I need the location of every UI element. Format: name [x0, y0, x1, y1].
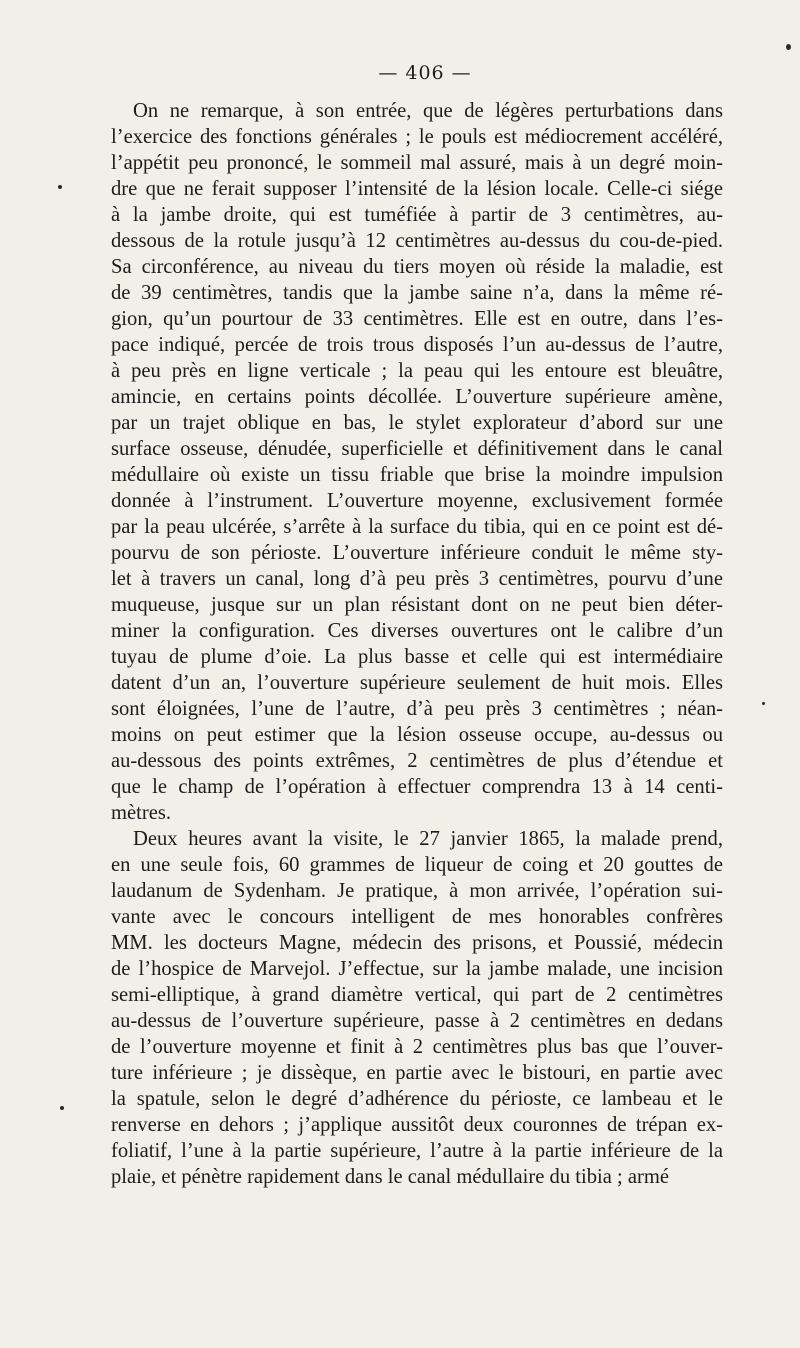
text-line: à peu près en ligne verticale ; la peau qui les entoure est bleuâtre, — [111, 360, 723, 382]
text-line: la spatule, selon le degré d’adhérence du périoste, ce lambeau et le — [111, 1088, 723, 1110]
text-line: Sa circonférence, au niveau du tiers moyen où réside la maladie, est — [111, 256, 723, 278]
text-line: au-dessous des points extrêmes, 2 centimètres de plus d’étendue et — [111, 750, 723, 772]
text-line: laudanum de Sydenham. Je pratique, à mon arrivée, l’opération sui- — [111, 880, 723, 902]
text-line: de 39 centimètres, tandis que la jambe saine n’a, dans la même ré- — [111, 282, 723, 304]
text-line: que le champ de l’opération à effectuer comprendra 13 à 14 centi- — [111, 776, 723, 798]
text-line: en une seule fois, 60 grammes de liqueur de coing et 20 gouttes de — [111, 854, 723, 876]
text-line: renverse en dehors ; j’applique aussitôt deux couronnes de trépan ex- — [111, 1114, 723, 1136]
ink-speck — [786, 44, 791, 50]
text-line: de l’ouverture moyenne et finit à 2 centimètres plus bas que l’ouver- — [111, 1036, 723, 1058]
text-line: par un trajet oblique en bas, le stylet explorateur d’abord sur une — [111, 412, 723, 434]
text-line: de l’hospice de Marvejol. J’effectue, sur la jambe malade, une incision — [111, 958, 723, 980]
paragraph-2 — [111, 826, 723, 1190]
text-line: miner la configuration. Ces diverses ouvertures ont le calibre d’un — [111, 620, 723, 642]
text-line: moins on peut estimer que la lésion osseuse occupe, au-dessus ou — [111, 724, 723, 746]
text-line: mètres. — [111, 802, 172, 824]
text-line: On ne remarque, à son entrée, que de légères perturbations dans — [133, 100, 723, 122]
text-line: l’appétit peu prononcé, le sommeil mal assuré, mais à un degré moin- — [111, 152, 723, 174]
text-line: gion, qu’un pourtour de 33 centimètres. Elle est en outre, dans l’es- — [111, 308, 723, 330]
text-line: sont éloignées, l’une de l’autre, d’à peu près 3 centimètres ; néan- — [111, 698, 723, 720]
page-number: — 406 — — [378, 62, 472, 84]
text-line: au-dessus de l’ouverture supérieure, passe à 2 centimètres en dedans — [111, 1010, 723, 1032]
text-line: médullaire où existe un tissu friable que brise la moindre impulsion — [111, 464, 723, 486]
text-line: Deux heures avant la visite, le 27 janvier 1865, la malade prend, — [133, 828, 723, 850]
ink-speck — [60, 1106, 64, 1110]
text-line: surface osseuse, dénudée, superficielle et définitivement dans le canal — [111, 438, 723, 460]
ink-speck — [58, 185, 62, 189]
text-line: plaie, et pénètre rapidement dans le canal médullaire du tibia ; armé — [111, 1166, 670, 1188]
text-line: l’exercice des fonctions générales ; le pouls est médiocrement accéléré, — [111, 126, 723, 148]
text-line: dessous de la rotule jusqu’à 12 centimètres au-dessus du cou-de-pied. — [111, 230, 723, 252]
paragraph-1 — [111, 98, 723, 826]
text-line: foliatif, l’une à la partie supérieure, l’autre à la partie inférieure de la — [111, 1140, 723, 1162]
text-line: tuyau de plume d’oie. La plus basse et celle qui est intermédiaire — [111, 646, 723, 668]
body-text — [111, 98, 723, 1190]
text-line: donnée à l’instrument. L’ouverture moyenne, exclusivement formée — [111, 490, 723, 512]
text-line: dre que ne ferait supposer l’intensité de la lésion locale. Celle-ci siége — [111, 178, 723, 200]
text-line: semi-elliptique, à grand diamètre vertical, qui part de 2 centimètres — [111, 984, 723, 1006]
text-line: à la jambe droite, qui est tuméfiée à partir de 3 centimètres, au- — [111, 204, 723, 226]
text-line: let à travers un canal, long d’à peu près 3 centimètres, pourvu d’une — [111, 568, 723, 590]
text-line: muqueuse, jusque sur un plan résistant dont on ne peut bien déter- — [111, 594, 723, 616]
text-line: datent d’un an, l’ouverture supérieure seulement de huit mois. Elles — [111, 672, 723, 694]
ink-speck — [762, 702, 765, 705]
text-line: vante avec le concours intelligent de mes honorables confrères — [111, 906, 723, 928]
text-line: MM. les docteurs Magne, médecin des prisons, et Poussié, médecin — [111, 932, 723, 954]
text-line: pace indiqué, percée de trois trous disposés l’un au-dessus de l’autre, — [111, 334, 723, 356]
text-line: ture inférieure ; je dissèque, en partie avec le bistouri, en partie avec — [111, 1062, 723, 1084]
text-line: par la peau ulcérée, s’arrête à la surface du tibia, qui en ce point est dé- — [111, 516, 723, 538]
text-line: amincie, en certains points décollée. L’ouverture supérieure amène, — [111, 386, 723, 408]
text-line: pourvu de son périoste. L’ouverture inférieure conduit le même sty- — [111, 542, 723, 564]
